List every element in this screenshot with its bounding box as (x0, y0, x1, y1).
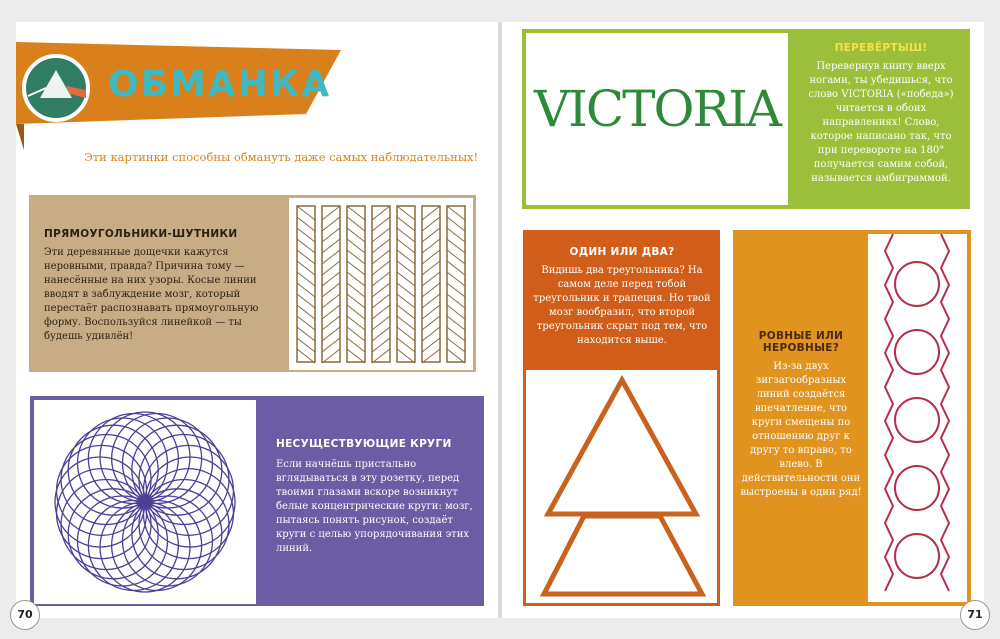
triangles-title: ОДИН ИЛИ ДВА? (569, 246, 675, 258)
zigzag-description: Из-за двух зигзагообразных линий создаётся впечатление, что круги смещены по отношению друг к другу то вправо, то влево. В действительности они выстроены в один ряд! (740, 361, 862, 498)
zigzag-circle-shape (895, 330, 939, 374)
page-title: ОБМАНКА (108, 64, 332, 105)
trapezoid-shape (544, 516, 702, 594)
triangles-text-block (531, 246, 713, 348)
zigzag-line-shape (885, 234, 893, 591)
page-number-right: 71 (960, 600, 990, 630)
triangle-shape (548, 380, 696, 514)
zigzag-circle-shape (895, 398, 939, 442)
circles-title: НЕСУЩЕСТВУЮЩИЕ КРУГИ (276, 438, 452, 450)
zigzag-line-shape (941, 234, 949, 591)
triangles-illustration (526, 370, 717, 603)
ambigram-description: Перевернув книгу вверх ногами, ты убедишься, что слово VICTORIA («победа») читается в обоих направлениях! Слово, которое написано так, что при перевороте на 180° получается самим собой, называется амбиграммой. (808, 61, 954, 184)
plank-shape (447, 206, 465, 363)
plank-shape (397, 206, 415, 363)
rectangles-title: ПРЯМОУГОЛЬНИКИ-ШУТНИКИ (44, 228, 238, 240)
plank-shape (372, 206, 390, 363)
zigzag-circle-shape (895, 262, 939, 306)
zigzag-circles-illustration (868, 234, 967, 602)
zigzag-circle-shape (895, 466, 939, 510)
ambigram-title: ПЕРЕВЁРТЫШ! (834, 42, 928, 54)
plank-shape (322, 206, 340, 363)
plank-shape (422, 206, 440, 363)
zigzag-text-block (740, 330, 862, 500)
plank-shape (297, 206, 315, 363)
page-subtitle: Эти картинки способны обмануть даже самых наблюдательных! (84, 150, 479, 164)
circles-description: Если начнёшь пристально вглядываться в эту розетку, перед твоими глазами вскоре возникнут белые концентрические круги: мозг, пытаясь понять рисунок, создаёт круги с целью упорядочивания этих линий. (276, 459, 473, 554)
ambigram-word: VICTORIA (534, 80, 780, 138)
ambigram-text-block (800, 42, 962, 186)
rectangles-description: Эти деревянные дощечки кажутся неровными, правда? Причина тому — нанесённые на них узоры. Косые линии вводят в заблуждение мозг, который перестаёт распознавать прямоугольную форму. Воспользуйся линейкой — ты будешь удивлён! (44, 247, 259, 342)
triangles-description: Видишь два треугольника? На самом деле перед тобой треугольник и трапеция. Но твой мозг вообразил, что второй треугольник скрыт под тем, что находится выше. (533, 265, 711, 346)
zigzag-circle-shape (895, 534, 939, 578)
circles-text-block (276, 438, 478, 556)
rosette-illustration (34, 400, 256, 604)
wooden-planks-illustration (289, 198, 473, 370)
zigzag-title: РОВНЫЕ ИЛИ НЕРОВНЫЕ? (758, 330, 844, 354)
prism-logo-icon (22, 54, 90, 122)
book-spine (498, 22, 502, 618)
page-number-left: 70 (10, 600, 40, 630)
plank-shape (347, 206, 365, 363)
rectangles-text-block (44, 228, 274, 344)
